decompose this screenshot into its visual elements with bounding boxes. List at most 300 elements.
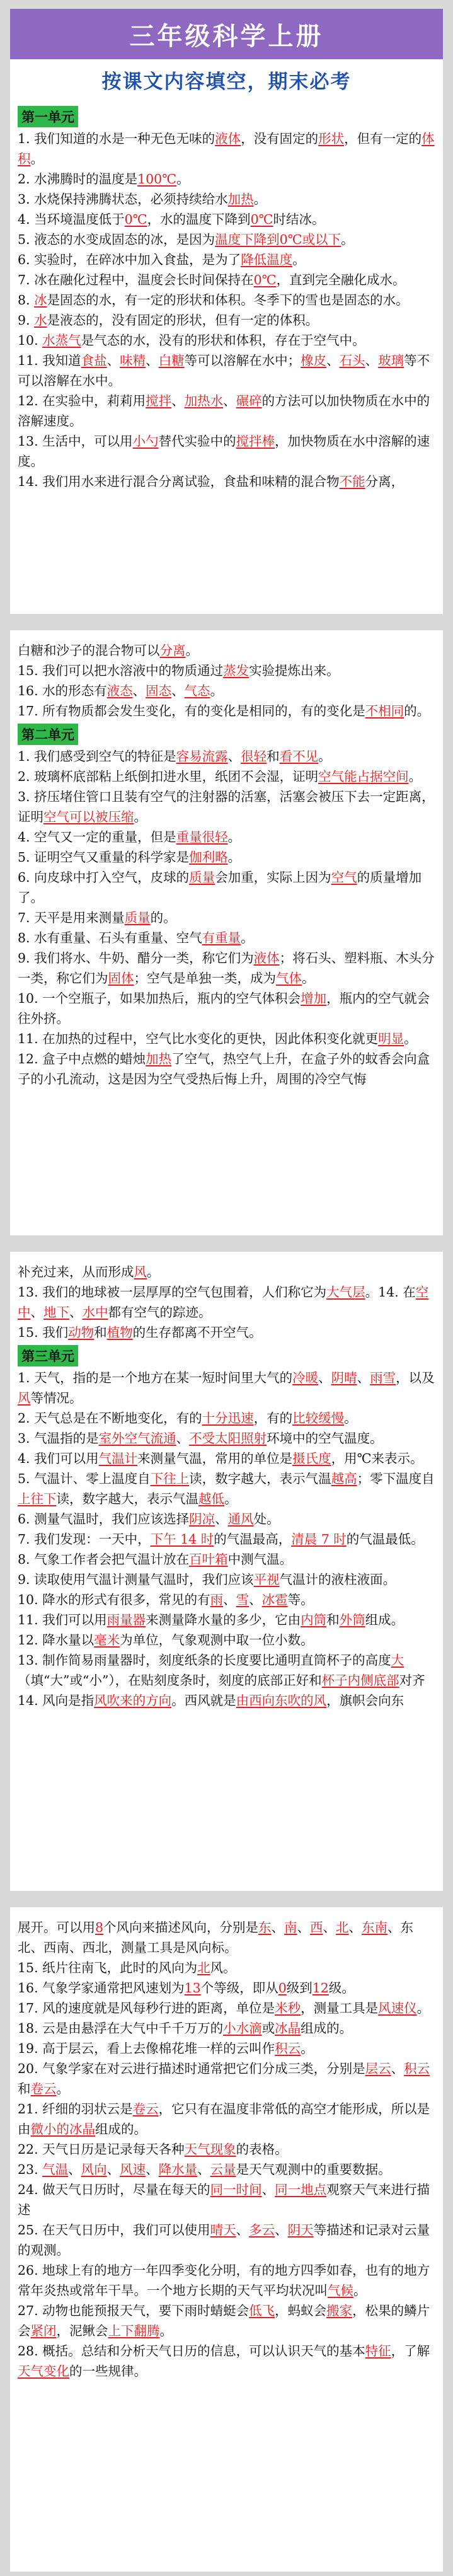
question-text: 个等级，即从 bbox=[200, 1980, 278, 1996]
question-text: ，松果的鳞片会 bbox=[18, 2303, 430, 2338]
answer-blank: 天气变化 bbox=[18, 2364, 69, 2379]
question-text: 或 bbox=[261, 2021, 275, 2036]
question-text: 3. 水烧保持沸腾状态，必须持续给水 bbox=[18, 192, 228, 207]
answer-blank: 雨 bbox=[210, 1592, 224, 1607]
question-text: 、 bbox=[223, 1592, 236, 1607]
unit-heading: 第一单元 bbox=[18, 106, 78, 127]
answer-blank: 0℃ bbox=[253, 272, 277, 287]
answer-blank: 东南 bbox=[362, 1920, 388, 1935]
answer-blank: 大气层 bbox=[326, 1285, 365, 1300]
question-text: 22. 天气日历是记录每天各种 bbox=[18, 2142, 185, 2157]
question-line bbox=[18, 209, 435, 229]
answer-blank: 橡皮 bbox=[301, 353, 327, 368]
question-line bbox=[18, 1690, 435, 1711]
question-line bbox=[18, 640, 435, 661]
answer-blank: 小勺 bbox=[132, 434, 159, 449]
answer-blank: 地下 bbox=[43, 1305, 69, 1320]
answer-blank: 味精 bbox=[120, 353, 146, 368]
answer-blank: 积云 bbox=[275, 2041, 301, 2056]
question-text: 、 bbox=[132, 683, 146, 698]
answer-blank: 雨雪 bbox=[370, 1370, 396, 1385]
question-text: 来测量气温，常用的单位是 bbox=[137, 1451, 293, 1466]
question-text: 会加重，实际上因为 bbox=[215, 870, 331, 885]
panel-3 bbox=[10, 1252, 443, 1891]
answer-blank: 百叶箱 bbox=[189, 1552, 228, 1567]
question-text: 组成。 bbox=[365, 1612, 404, 1627]
question-text: 17. 所有物质都会发生变化，有的变化是相同的，有的变化是 bbox=[18, 703, 365, 719]
answer-blank: 伽利略 bbox=[189, 850, 228, 865]
answer-blank: 搅拌 bbox=[146, 393, 172, 408]
panel-1 bbox=[10, 100, 443, 614]
answer-blank: 空气能占据空间 bbox=[318, 769, 409, 784]
question-text: 。 bbox=[301, 2041, 314, 2056]
question-text: ，蚂蚁会 bbox=[275, 2303, 327, 2318]
answer-blank: 水 bbox=[34, 313, 47, 328]
question-text: 7. 天平是用来测量 bbox=[18, 910, 125, 925]
question-text: 2. 玻璃杯底部粘上纸倒扣进水里，纸团不会湿，证明 bbox=[18, 769, 319, 784]
answer-blank: 容易流露 bbox=[176, 749, 228, 764]
question-line bbox=[18, 928, 435, 948]
question-text: 白糖和沙子的混合物可以 bbox=[18, 643, 160, 658]
question-line bbox=[18, 350, 435, 391]
question-line bbox=[18, 1428, 435, 1448]
question-text: 的方法可以加快物质在水中的溶解速度。 bbox=[18, 393, 430, 429]
question-text: 、 bbox=[197, 2162, 210, 2177]
question-line bbox=[18, 330, 435, 350]
question-text: 的气温最高， bbox=[214, 1532, 292, 1547]
question-line bbox=[18, 290, 435, 310]
question-text: 。 bbox=[253, 192, 267, 207]
answer-blank: 冷暖 bbox=[292, 1370, 319, 1385]
question-text: ，直到完全融化成水。 bbox=[276, 272, 406, 287]
answer-blank: 空中 bbox=[18, 1285, 429, 1320]
answer-blank: 固态 bbox=[146, 683, 172, 698]
answer-blank: 石头 bbox=[339, 353, 365, 368]
answer-blank: 天气现象 bbox=[184, 2142, 236, 2157]
answer-blank: 风速仪 bbox=[378, 2001, 417, 2016]
question-text: 、 bbox=[236, 2222, 249, 2238]
question-text: 。 bbox=[185, 643, 198, 658]
answer-blank: 白糖 bbox=[158, 353, 185, 368]
question-text: 。 bbox=[353, 2283, 367, 2298]
answer-blank: 多云 bbox=[249, 2222, 275, 2238]
question-text: ；零下温度自 bbox=[357, 1471, 435, 1486]
question-text: 11. 在加热的过程中，空气比水变化的更快，因此体积变化就更 bbox=[18, 1031, 379, 1046]
question-text: 组成的。 bbox=[301, 2021, 353, 2036]
question-text: ，了解 bbox=[391, 2343, 430, 2359]
question-text: 、 bbox=[68, 2162, 81, 2177]
question-text: 等可以溶解在水中； bbox=[184, 353, 301, 368]
answer-blank: 重量很轻 bbox=[176, 829, 228, 845]
answer-blank: 蒸发 bbox=[223, 663, 249, 678]
question-text: 处。 bbox=[253, 1511, 280, 1527]
question-line bbox=[18, 471, 435, 492]
question-line bbox=[18, 2260, 435, 2301]
answer-blank: 上下翻腾 bbox=[108, 2323, 160, 2338]
answer-blank: 动物 bbox=[68, 1325, 95, 1340]
answer-blank: 液态 bbox=[106, 683, 133, 698]
answer-blank: 阴凉 bbox=[189, 1511, 215, 1527]
question-text: 。 bbox=[318, 749, 331, 764]
question-text: 的。 bbox=[150, 910, 176, 925]
question-text: 13. 制作简易雨量器时，刻度纸条的长度要比通明直筒杯子的高度 bbox=[18, 1653, 391, 1668]
question-text: 。 bbox=[134, 809, 147, 824]
question-text: 。 bbox=[210, 683, 224, 698]
question-text: ，泥鳅会 bbox=[56, 2323, 108, 2338]
answer-blank: 气温计 bbox=[98, 1451, 138, 1466]
question-text: 5. 气温计、零上温度自 bbox=[18, 1471, 151, 1486]
question-line bbox=[18, 189, 435, 209]
answer-blank: 分离 bbox=[159, 643, 186, 658]
answer-blank: 降水量 bbox=[158, 2162, 198, 2177]
question-text: 、 bbox=[275, 2222, 288, 2238]
question-line bbox=[18, 701, 435, 721]
question-line bbox=[18, 988, 435, 1029]
question-text: 、 bbox=[223, 393, 236, 408]
question-text: 、 bbox=[171, 683, 185, 698]
answer-blank: 13 bbox=[184, 1980, 201, 1996]
question-text: 、 bbox=[391, 2061, 404, 2076]
question-text: 8. bbox=[18, 292, 35, 308]
question-text: 2. 水沸腾时的温度是 bbox=[18, 171, 138, 187]
question-text: 组成的。 bbox=[95, 2122, 147, 2137]
question-line bbox=[18, 2341, 435, 2381]
answer-blank: 降低温度 bbox=[241, 252, 293, 267]
question-text: 中测气温。 bbox=[227, 1552, 293, 1567]
answer-blank: 东 bbox=[258, 1920, 272, 1935]
question-text: 18. 云是由悬浮在大气中千千万万的 bbox=[18, 2021, 224, 2036]
answer-blank: 同一地点 bbox=[275, 2182, 327, 2197]
answer-blank: 有重量 bbox=[202, 930, 241, 945]
question-text: 、 bbox=[318, 1370, 331, 1385]
question-text: 的生存都离不开空气。 bbox=[132, 1325, 262, 1340]
answer-blank: 质量 bbox=[124, 910, 151, 925]
question-line bbox=[18, 1590, 435, 1610]
answer-blank: 很轻 bbox=[241, 749, 267, 764]
answer-blank: 风吹来的方向 bbox=[94, 1693, 172, 1708]
question-line bbox=[18, 2139, 435, 2159]
question-text: 为单位，气象观测中取一位小数。 bbox=[120, 1632, 314, 1648]
question-line bbox=[18, 1610, 435, 1630]
question-text: 。 bbox=[341, 232, 354, 247]
question-text: 。西风就是 bbox=[171, 1693, 236, 1708]
question-text: 。 bbox=[302, 971, 315, 986]
answer-blank: 0℃ bbox=[250, 212, 273, 227]
answer-blank: 不能 bbox=[339, 474, 365, 489]
question-text: ，以及 bbox=[396, 1370, 435, 1385]
question-line bbox=[18, 2180, 435, 2220]
answer-blank: 上往下 bbox=[18, 1491, 57, 1506]
question-text: 、 bbox=[176, 1431, 190, 1446]
answer-blank: 加热 bbox=[146, 1051, 172, 1066]
question-text: 16. 气象学家通常把风速划为 bbox=[18, 1980, 185, 1996]
question-text: 。 bbox=[292, 252, 306, 267]
question-line bbox=[18, 2018, 435, 2038]
question-text: 4. 当环境温度低于 bbox=[18, 212, 125, 227]
answer-blank: 雨量器 bbox=[106, 1612, 146, 1627]
question-text: 13. 我们的地球被一层厚厚的空气包围着，人们称它为 bbox=[18, 1285, 327, 1300]
question-text: 。 bbox=[404, 1031, 417, 1046]
question-text: ，加快物质在水中溶解的速度。 bbox=[18, 434, 430, 469]
question-text: 9. bbox=[18, 313, 35, 328]
question-text: 12. 在实验中，莉莉用 bbox=[18, 393, 146, 408]
question-line bbox=[18, 661, 435, 681]
answer-blank: 搅拌棒 bbox=[236, 434, 275, 449]
answer-blank: 云量 bbox=[210, 2162, 236, 2177]
question-line bbox=[18, 681, 435, 701]
question-text: 6. 实验时，在碎冰中加入食盐，是为了 bbox=[18, 252, 241, 267]
question-line bbox=[18, 1368, 435, 1408]
question-line bbox=[18, 766, 435, 787]
question-text: 8. 水有重量、石头有重量、空气 bbox=[18, 930, 202, 945]
question-text: 8. 气象工作者会把气温计放在 bbox=[18, 1552, 190, 1567]
answer-blank: 毫米 bbox=[94, 1632, 120, 1648]
answer-blank: 低飞 bbox=[249, 2303, 275, 2318]
question-text: 等。 bbox=[287, 1592, 314, 1607]
question-text: 、 bbox=[348, 1920, 362, 1935]
question-text: 10. bbox=[18, 333, 43, 348]
question-text: 等情况。 bbox=[30, 1390, 83, 1406]
question-text: 28. 概括。总结和分析天气日历的信息，可以认识天气的基本 bbox=[18, 2343, 365, 2359]
question-text: 和 bbox=[94, 1325, 107, 1340]
question-text: 。 bbox=[176, 171, 190, 187]
question-text: 6. 向皮球中打入空气，皮球的 bbox=[18, 870, 190, 885]
question-text: 、 bbox=[297, 1920, 311, 1935]
answer-blank: 北 bbox=[336, 1920, 349, 1935]
question-text: 级。 bbox=[328, 1980, 355, 1996]
answer-blank: 大 bbox=[391, 1653, 404, 1668]
answer-blank: 外筒 bbox=[339, 1612, 365, 1627]
question-text: 、 bbox=[323, 1920, 336, 1935]
question-text: 5. 证明空气又重量的科学家是 bbox=[18, 850, 190, 865]
question-text: 1. 天气，指的是一个地方在某一短时间里大气的 bbox=[18, 1370, 293, 1385]
answer-blank: 平视 bbox=[253, 1572, 280, 1587]
answer-blank: 食盐 bbox=[81, 353, 107, 368]
question-line bbox=[18, 1262, 435, 1282]
question-text: 的。 bbox=[404, 703, 430, 719]
question-text: 、 bbox=[249, 1592, 262, 1607]
question-text: 和 bbox=[18, 2081, 31, 2096]
question-text: 1. 我们知道的水是一种无色无味的 bbox=[18, 131, 215, 146]
answer-blank: 看不见 bbox=[279, 749, 319, 764]
question-text: ；将石头、塑料瓶、木头分一类，称它们为 bbox=[18, 950, 435, 986]
answer-blank: 微小的冰晶 bbox=[30, 2122, 95, 2137]
question-text: 是液态的，没有固定的形状，但有一定的体积。 bbox=[47, 313, 319, 328]
question-line bbox=[18, 431, 435, 471]
question-text: 、 bbox=[30, 1305, 43, 1320]
question-text: 20. 气象学家在对云进行描述时通常把它们分成三类，分别是 bbox=[18, 2061, 365, 2076]
question-text: 读，数字越大，表示气温 bbox=[56, 1491, 198, 1506]
question-text: 了空气，热空气上升，在盒子外的蚊香会向盒子的小孔流动，这是因为空气受热后悔上升，周围的冷空气悔 bbox=[18, 1051, 430, 1087]
question-text: 3. 气温指的是 bbox=[18, 1431, 99, 1446]
question-text: 、 bbox=[261, 2182, 275, 2197]
answer-blank: 增加 bbox=[301, 991, 327, 1006]
question-text: 。 bbox=[227, 850, 241, 865]
question-line bbox=[18, 1049, 435, 1089]
question-text: 环境中的空气温度。 bbox=[267, 1431, 383, 1446]
question-text: 是气态的水，没有的形状和体积，存在于空气中。 bbox=[81, 333, 365, 348]
question-text: 是固态的水，有一定的形状和体积。冬季下的雪也是固态的水。 bbox=[47, 292, 409, 308]
question-text: 27. 动物也能预报天气，要下雨时蜻蜓会 bbox=[18, 2303, 249, 2318]
question-text: 。14. 在 bbox=[365, 1285, 416, 1300]
question-text: 2. 天气总是在不断地变化，有的 bbox=[18, 1411, 202, 1426]
question-text: 15. 纸片往南飞，此时的风向为 bbox=[18, 1960, 198, 1975]
question-text: ，但有一定的 bbox=[344, 131, 422, 146]
answer-blank: 由西向东吹的风 bbox=[236, 1693, 327, 1708]
question-text: 7. 冰在融化过程中，温度会长时间保持在 bbox=[18, 272, 254, 287]
question-text: 6. 测量气温时，我们应该选择 bbox=[18, 1511, 190, 1527]
answer-blank: 8 bbox=[95, 1920, 104, 1935]
panel-4 bbox=[10, 1907, 443, 2572]
question-line bbox=[18, 1650, 435, 1690]
question-text: 和 bbox=[326, 1612, 340, 1627]
question-text: 。 bbox=[344, 1411, 357, 1426]
answer-blank: 杯子内侧底部 bbox=[321, 1673, 399, 1688]
answer-blank: 0℃ bbox=[124, 212, 147, 227]
answer-blank: 不相同 bbox=[365, 703, 404, 719]
question-text: 3. 挤压堵住管口且装有空气的注射器的活塞，活塞会被压下去一定距离，证明 bbox=[18, 789, 435, 824]
answer-blank: 气温 bbox=[42, 2162, 69, 2177]
question-text: 1. 我们感受到空气的特征是 bbox=[18, 749, 176, 764]
question-text: 。 bbox=[147, 1264, 160, 1279]
question-text: 替代实验中的 bbox=[158, 434, 236, 449]
answer-blank: 特征 bbox=[365, 2343, 391, 2359]
answer-blank: 积云 bbox=[404, 2061, 430, 2076]
answer-blank: 北 bbox=[197, 1960, 210, 1975]
answer-blank: 米秒 bbox=[275, 2001, 301, 2016]
question-text: ，瓶内的空气就会往外挤。 bbox=[18, 991, 430, 1026]
question-text: 、 bbox=[69, 1305, 83, 1320]
question-text: 26. 地球上有的地方一年四季变化分明，有的地方四季如春，也有的地方常年炎热或常年干旱。一个地方长期的天气平均状况叫 bbox=[18, 2263, 430, 2298]
question-text: 14. 风向是指 bbox=[18, 1693, 95, 1708]
answer-blank: 不受太阳照射 bbox=[189, 1431, 267, 1446]
answer-blank: 雪 bbox=[236, 1592, 249, 1607]
answer-blank: 层云 bbox=[365, 2061, 391, 2076]
question-line bbox=[18, 1998, 435, 2018]
question-line bbox=[18, 1917, 435, 1958]
question-text: 级到 bbox=[286, 1980, 313, 1996]
question-text: 对齐 bbox=[399, 1673, 425, 1688]
answer-blank: 水中 bbox=[82, 1305, 108, 1320]
question-text: 21. 纤细的羽状云是 bbox=[18, 2101, 133, 2117]
question-text: 、 bbox=[215, 1511, 228, 1527]
answer-blank: 12 bbox=[312, 1980, 329, 1996]
question-text: 、 bbox=[326, 353, 340, 368]
question-text: 5. 液态的水变成固态的冰，是因为 bbox=[18, 232, 215, 247]
answer-blank: 植物 bbox=[106, 1325, 133, 1340]
question-line bbox=[18, 1322, 435, 1343]
answer-blank: 越高 bbox=[331, 1471, 357, 1486]
answer-blank: 冰 bbox=[34, 292, 47, 308]
question-text: 等描述和记录对云量的观测。 bbox=[18, 2222, 430, 2258]
answer-blank: 风 bbox=[18, 1390, 31, 1406]
answer-blank: 明显 bbox=[378, 1031, 404, 1046]
question-text: 、 bbox=[365, 353, 379, 368]
answer-blank: 空气可以被压缩 bbox=[43, 809, 134, 824]
question-line bbox=[18, 250, 435, 270]
question-text: 15. 我们 bbox=[18, 1325, 69, 1340]
question-text: 、 bbox=[227, 749, 241, 764]
answer-blank: 晴天 bbox=[210, 2222, 236, 2238]
answer-blank: 卷云 bbox=[132, 2101, 159, 2117]
answer-blank: 100℃ bbox=[137, 171, 177, 187]
question-text: 个风向来描述风向，分别是 bbox=[103, 1920, 259, 1935]
question-line bbox=[18, 1509, 435, 1529]
question-text: 时结冰。 bbox=[273, 212, 325, 227]
question-text: 、 bbox=[106, 353, 120, 368]
question-text: ；空气是单独一类，成为 bbox=[134, 971, 276, 986]
question-text: ，它只有在温度非常低的高空才能形成，所以是由 bbox=[18, 2101, 430, 2137]
question-line bbox=[18, 2220, 435, 2260]
unit-heading: 第三单元 bbox=[18, 1345, 78, 1366]
question-text: 13. 生活中，可以用 bbox=[18, 434, 133, 449]
answer-blank: 气候 bbox=[328, 2283, 353, 2298]
question-line bbox=[18, 229, 435, 250]
question-line bbox=[18, 1448, 435, 1469]
question-line bbox=[18, 827, 435, 847]
question-text: 是天气观测中的重要数据。 bbox=[236, 2162, 391, 2177]
question-text: 的气温最低。 bbox=[346, 1532, 424, 1547]
answer-blank: 玻璃 bbox=[378, 353, 404, 368]
question-line bbox=[18, 2099, 435, 2139]
question-text: 补充过来，从而形成 bbox=[18, 1264, 134, 1279]
answer-blank: 下午 14 时 bbox=[150, 1532, 214, 1547]
answer-blank: 加热 bbox=[227, 192, 254, 207]
answer-blank: 清晨 7 时 bbox=[291, 1532, 347, 1547]
answer-blank: 风向 bbox=[81, 2162, 107, 2177]
question-text: 10. 一个空瓶子，如果加热后，瓶内的空气体积会 bbox=[18, 991, 301, 1006]
question-text: 17. 风的速度就是风每秒行进的距离，单位是 bbox=[18, 2001, 275, 2016]
answer-blank: 南 bbox=[284, 1920, 297, 1935]
answer-blank: 紧闭 bbox=[30, 2323, 57, 2338]
question-line bbox=[18, 867, 435, 908]
question-text: ，用℃来表示。 bbox=[331, 1451, 423, 1466]
question-text: 、 bbox=[171, 393, 185, 408]
question-line bbox=[18, 391, 435, 431]
question-text: 。 bbox=[408, 769, 422, 784]
question-text: 10. 降水的形式有很多，常见的有 bbox=[18, 1592, 210, 1607]
question-text: ，没有固定的 bbox=[241, 131, 319, 146]
panel-2 bbox=[10, 630, 443, 1235]
answer-blank: 温度下降到0℃或以下 bbox=[215, 232, 341, 247]
question-text: （填“大”或“小”），在贴刻度条时，刻度的底部正好和 bbox=[18, 1673, 322, 1688]
question-text: 15. 我们可以把水溶液中的物质通过 bbox=[18, 663, 224, 678]
answer-blank: 下往上 bbox=[150, 1471, 190, 1486]
answer-blank: 西 bbox=[310, 1920, 323, 1935]
question-text: 9. 我们将水、牛奶、醋分一类，称它们为 bbox=[18, 950, 254, 966]
question-text: 展开。可以用 bbox=[18, 1920, 95, 1935]
question-text: 7. 我们发现：一天中， bbox=[18, 1532, 151, 1547]
question-text: 14. 我们用水来进行混合分离试验，食盐和味精的混合物 bbox=[18, 474, 340, 489]
question-line bbox=[18, 1529, 435, 1549]
question-text: 、 bbox=[271, 1920, 285, 1935]
question-text: 。 bbox=[241, 930, 254, 945]
question-text: 24. 做天气日历时，尽量在每天的 bbox=[18, 2182, 210, 2197]
question-text: 、东北、西南、西北，测量工具是风向标。 bbox=[18, 1920, 414, 1955]
answer-blank: 空气 bbox=[331, 870, 357, 885]
question-text: 。 bbox=[30, 151, 43, 166]
question-text: ，旗帜会向东 bbox=[326, 1693, 404, 1708]
answer-blank: 阴晴 bbox=[331, 1370, 357, 1385]
question-line bbox=[18, 2159, 435, 2180]
question-line bbox=[18, 1282, 435, 1322]
question-text: 观察天气来进行描述 bbox=[18, 2182, 430, 2217]
question-text: 12. 盒子中点燃的蜡烛 bbox=[18, 1051, 146, 1066]
answer-blank: 阴天 bbox=[287, 2222, 314, 2238]
answer-blank: 固体 bbox=[108, 971, 134, 986]
question-text: 等不可以溶解在水中。 bbox=[18, 353, 430, 388]
answer-blank: 通风 bbox=[227, 1511, 254, 1527]
